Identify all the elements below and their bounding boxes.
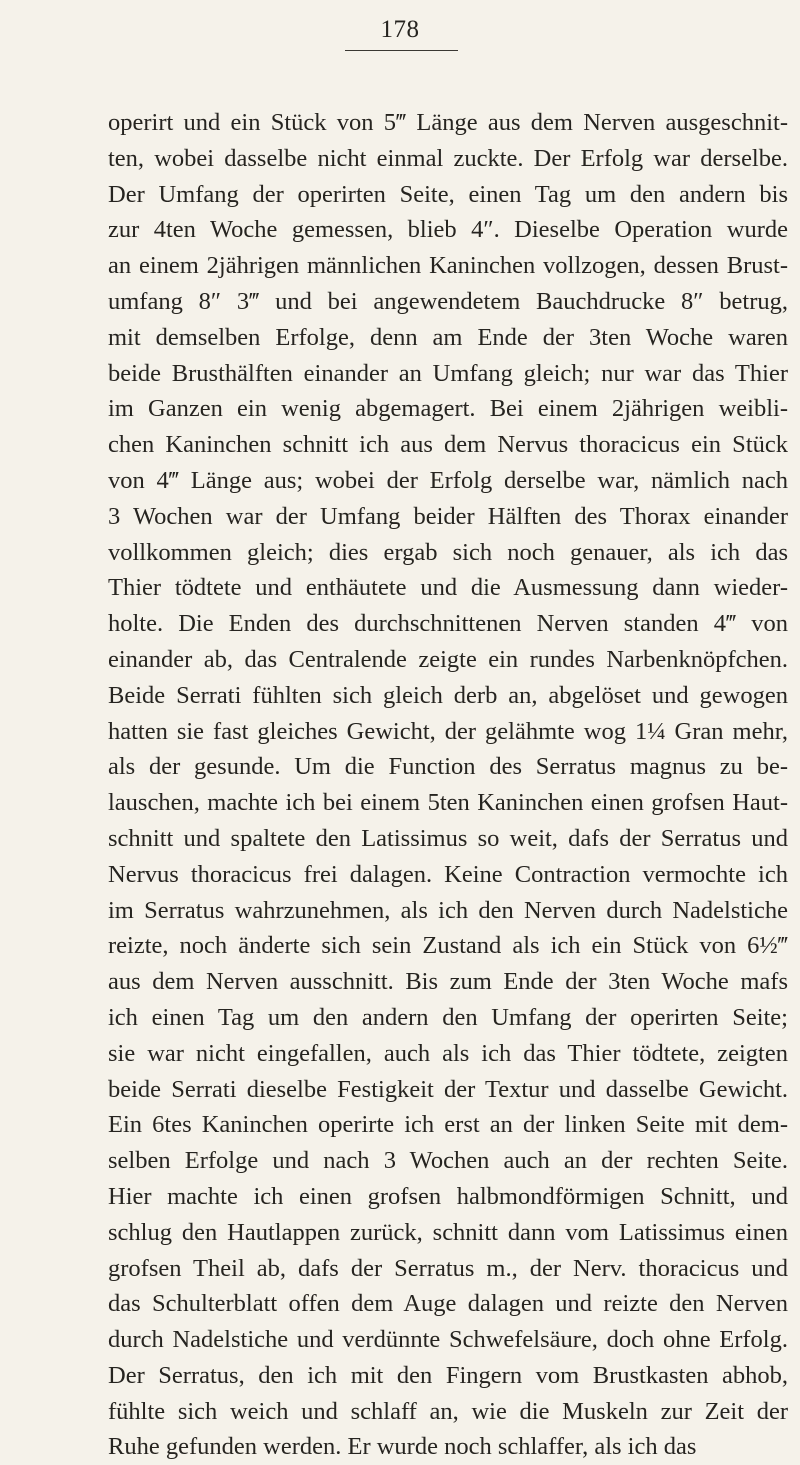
header-rule [345, 50, 458, 51]
text-line: als der gesunde. Um die Function des Serratus magnus zu be- [108, 753, 788, 781]
text-line: an einem 2jährigen männlichen Kaninchen vollzogen, dessen Brust- [108, 252, 788, 280]
text-line: ich einen Tag um den andern den Umfang der operirten Seite; [108, 1003, 788, 1031]
text-line: zur 4ten Woche gemessen, blieb 4″. Dieselbe Operation wurde [108, 216, 788, 244]
text-line: fühlte sich weich und schlaff an, wie die Muskeln zur Zeit der [108, 1397, 788, 1425]
text-line: sie war nicht eingefallen, auch als ich das Thier tödtete, zeigten [108, 1039, 788, 1067]
text-line: beide Serrati dieselbe Festigkeit der Textur und dasselbe Gewicht. [108, 1075, 788, 1103]
text-line: von 4‴ Länge aus; wobei der Erfolg derselbe war, nämlich nach [108, 466, 788, 494]
text-line: vollkommen gleich; dies ergab sich noch genauer, als ich das [108, 538, 788, 566]
text-line: Ruhe gefunden werden. Er wurde noch schlaffer, als ich das [108, 1433, 697, 1461]
text-line: Thier tödtete und enthäutete und die Ausmessung dann wieder- [108, 574, 788, 602]
text-line: umfang 8″ 3‴ und bei angewendetem Bauchdrucke 8″ betrug, [108, 287, 788, 315]
text-line: im Serratus wahrzunehmen, als ich den Nerven durch Nadelstiche [108, 896, 788, 924]
text-line: chen Kaninchen schnitt ich aus dem Nervus thoracicus ein Stück [108, 431, 788, 459]
text-line: Beide Serrati fühlten sich gleich derb an, abgelöset und gewogen [108, 681, 788, 709]
text-line: Hier machte ich einen grofsen halbmondförmigen Schnitt, und [108, 1182, 788, 1210]
text-line: selben Erfolge und nach 3 Wochen auch an der rechten Seite. [108, 1147, 788, 1175]
text-line: 3 Wochen war der Umfang beider Hälften des Thorax einander [108, 502, 788, 530]
text-line: hatten sie fast gleiches Gewicht, der gelähmte wog 1¼ Gran mehr, [108, 717, 788, 745]
text-line: einander ab, das Centralende zeigte ein rundes Narbenknöpfchen. [108, 645, 788, 673]
text-line: Der Umfang der operirten Seite, einen Tag um den andern bis [108, 180, 788, 208]
text-line: grofsen Theil ab, dafs der Serratus m., der Nerv. thoracicus und [108, 1254, 788, 1282]
text-line: beide Brusthälften einander an Umfang gleich; nur war das Thier [108, 359, 788, 387]
text-line: schlug den Hautlappen zurück, schnitt dann vom Latissimus einen [108, 1218, 788, 1246]
text-line: schnitt und spaltete den Latissimus so weit, dafs der Serratus und [108, 824, 788, 852]
text-line: ten, wobei dasselbe nicht einmal zuckte. Der Erfolg war derselbe. [108, 144, 788, 172]
text-line: operirt und ein Stück von 5‴ Länge aus dem Nerven ausgeschnit- [108, 109, 788, 136]
text-line: Ein 6tes Kaninchen operirte ich erst an der linken Seite mit dem- [108, 1111, 788, 1139]
text-line: Der Serratus, den ich mit den Fingern vom Brustkasten abhob, [108, 1361, 788, 1389]
text-line: aus dem Nerven ausschnitt. Bis zum Ende der 3ten Woche mafs [108, 968, 788, 996]
text-line: durch Nadelstiche und verdünnte Schwefelsäure, doch ohne Erfolg. [108, 1326, 788, 1354]
text-line: holte. Die Enden des durchschnittenen Nerven standen 4‴ von [108, 610, 788, 638]
body-text [108, 105, 788, 1465]
text-line: das Schulterblatt offen dem Auge dalagen und reizte den Nerven [108, 1290, 788, 1318]
text-line: lauschen, machte ich bei einem 5ten Kaninchen einen grofsen Haut- [108, 789, 788, 817]
text-line: reizte, noch änderte sich sein Zustand als ich ein Stück von 6½‴ [108, 932, 788, 960]
text-line: Nervus thoracicus frei dalagen. Keine Contraction vermochte ich [108, 860, 788, 888]
text-line: im Ganzen ein wenig abgemagert. Bei einem 2jährigen weibli- [108, 395, 788, 423]
page-number: 178 [380, 16, 420, 43]
text-line: mit demselben Erfolge, denn am Ende der 3ten Woche waren [108, 323, 788, 351]
